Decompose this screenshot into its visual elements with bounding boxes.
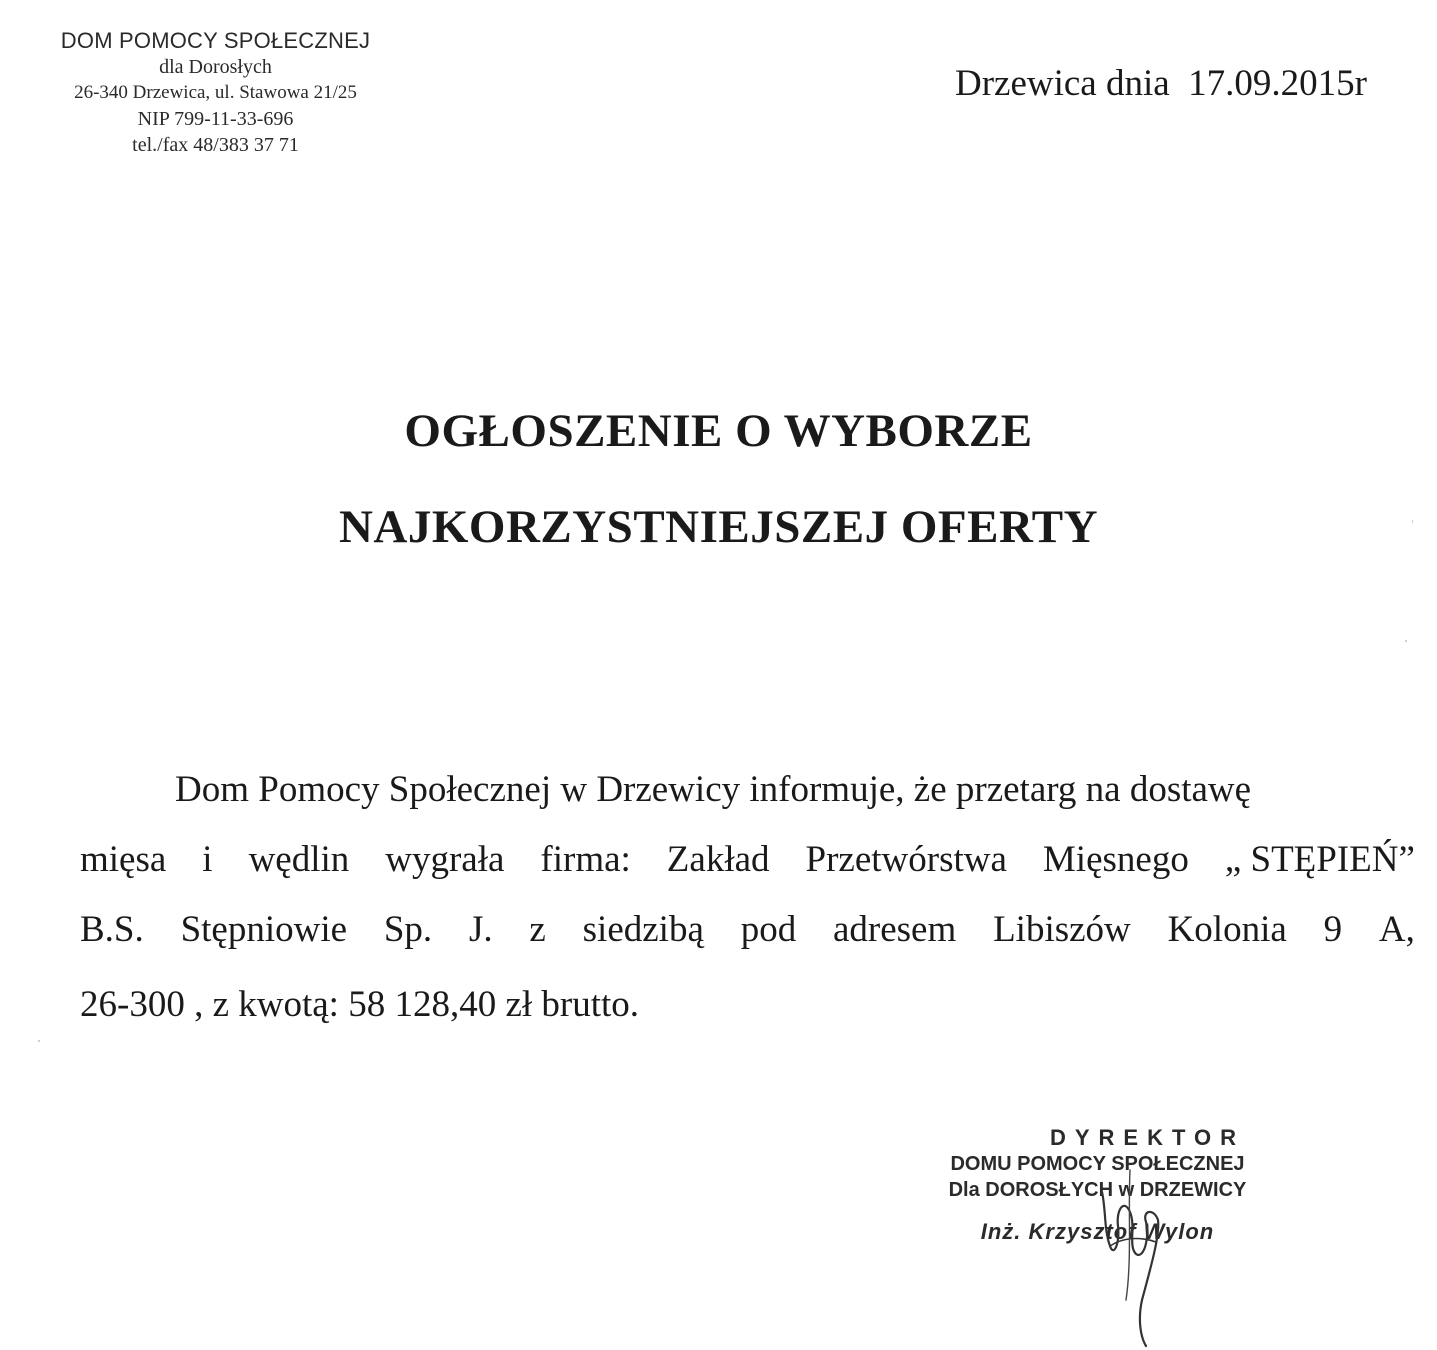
director-org-line-2: Dla DOROSŁYCH w DRZEWICY — [948, 1179, 1247, 1201]
body-word: J. — [468, 909, 493, 950]
stamp-subtitle: dla Dorosłych — [159, 56, 272, 78]
body-line-2 — [80, 838, 1415, 881]
body-word: Zakład — [666, 839, 770, 880]
body-word: firma: — [540, 839, 631, 880]
body-line-4: 26-300 , z kwotą: 58 128,40 zł brutto. — [80, 984, 640, 1025]
body-word: Sp. — [383, 909, 433, 950]
body-word: wygrała — [385, 839, 505, 880]
document-title-line-2: NAJKORZYSTNIEJSZEJ OFERTY — [338, 501, 1099, 553]
stamp-nip: NIP 799-11-33-696 — [137, 108, 294, 130]
body-word: pod — [740, 909, 797, 950]
body-word: Przetwórstwa — [805, 839, 1007, 880]
director-title: DYREKTOR — [1049, 1125, 1246, 1150]
document-title-line-1: OGŁOSZENIE O WYBORZE — [404, 405, 1033, 457]
body-line-1: Dom Pomocy Społecznej w Drzewicy informuje, że przetarg na dostawę — [175, 769, 1252, 810]
body-word: Mięsnego — [1042, 839, 1189, 880]
body-word: i — [202, 839, 213, 880]
body-line-3 — [80, 908, 1415, 951]
handwritten-signature — [1080, 1150, 1190, 1350]
company-name: „ STĘPIEŃ” — [1224, 839, 1415, 880]
scan-speck — [38, 1040, 40, 1042]
stamp-phone: tel./fax 48/383 37 71 — [132, 134, 299, 156]
body-word: wędlin — [248, 839, 350, 880]
institution-stamp — [18, 28, 413, 158]
body-word: A, — [1378, 909, 1415, 950]
stamp-institution-name: DOM POMOCY SPOŁECZNEJ — [60, 28, 371, 53]
document-date: Drzewica dnia 17.09.2015r — [955, 63, 1368, 104]
stamp-address: 26-340 Drzewica, ul. Stawowa 21/25 — [74, 82, 357, 103]
body-word: Stępniowie — [180, 909, 348, 950]
body-word: B.S. — [80, 909, 144, 950]
director-name: Inż. Krzysztof Wylon — [980, 1219, 1215, 1244]
body-word: z — [529, 909, 546, 950]
body-word: Kolonia — [1167, 909, 1287, 950]
body-word: Libiszów — [993, 909, 1131, 950]
body-word: mięsa — [80, 839, 167, 880]
director-org-line-1: DOMU POMOCY SPOŁECZNEJ — [950, 1153, 1245, 1175]
body-word: 9 — [1323, 909, 1343, 950]
body-word: siedzibą — [582, 909, 704, 950]
scan-speck — [1405, 640, 1407, 642]
body-word: adresem — [832, 909, 957, 950]
